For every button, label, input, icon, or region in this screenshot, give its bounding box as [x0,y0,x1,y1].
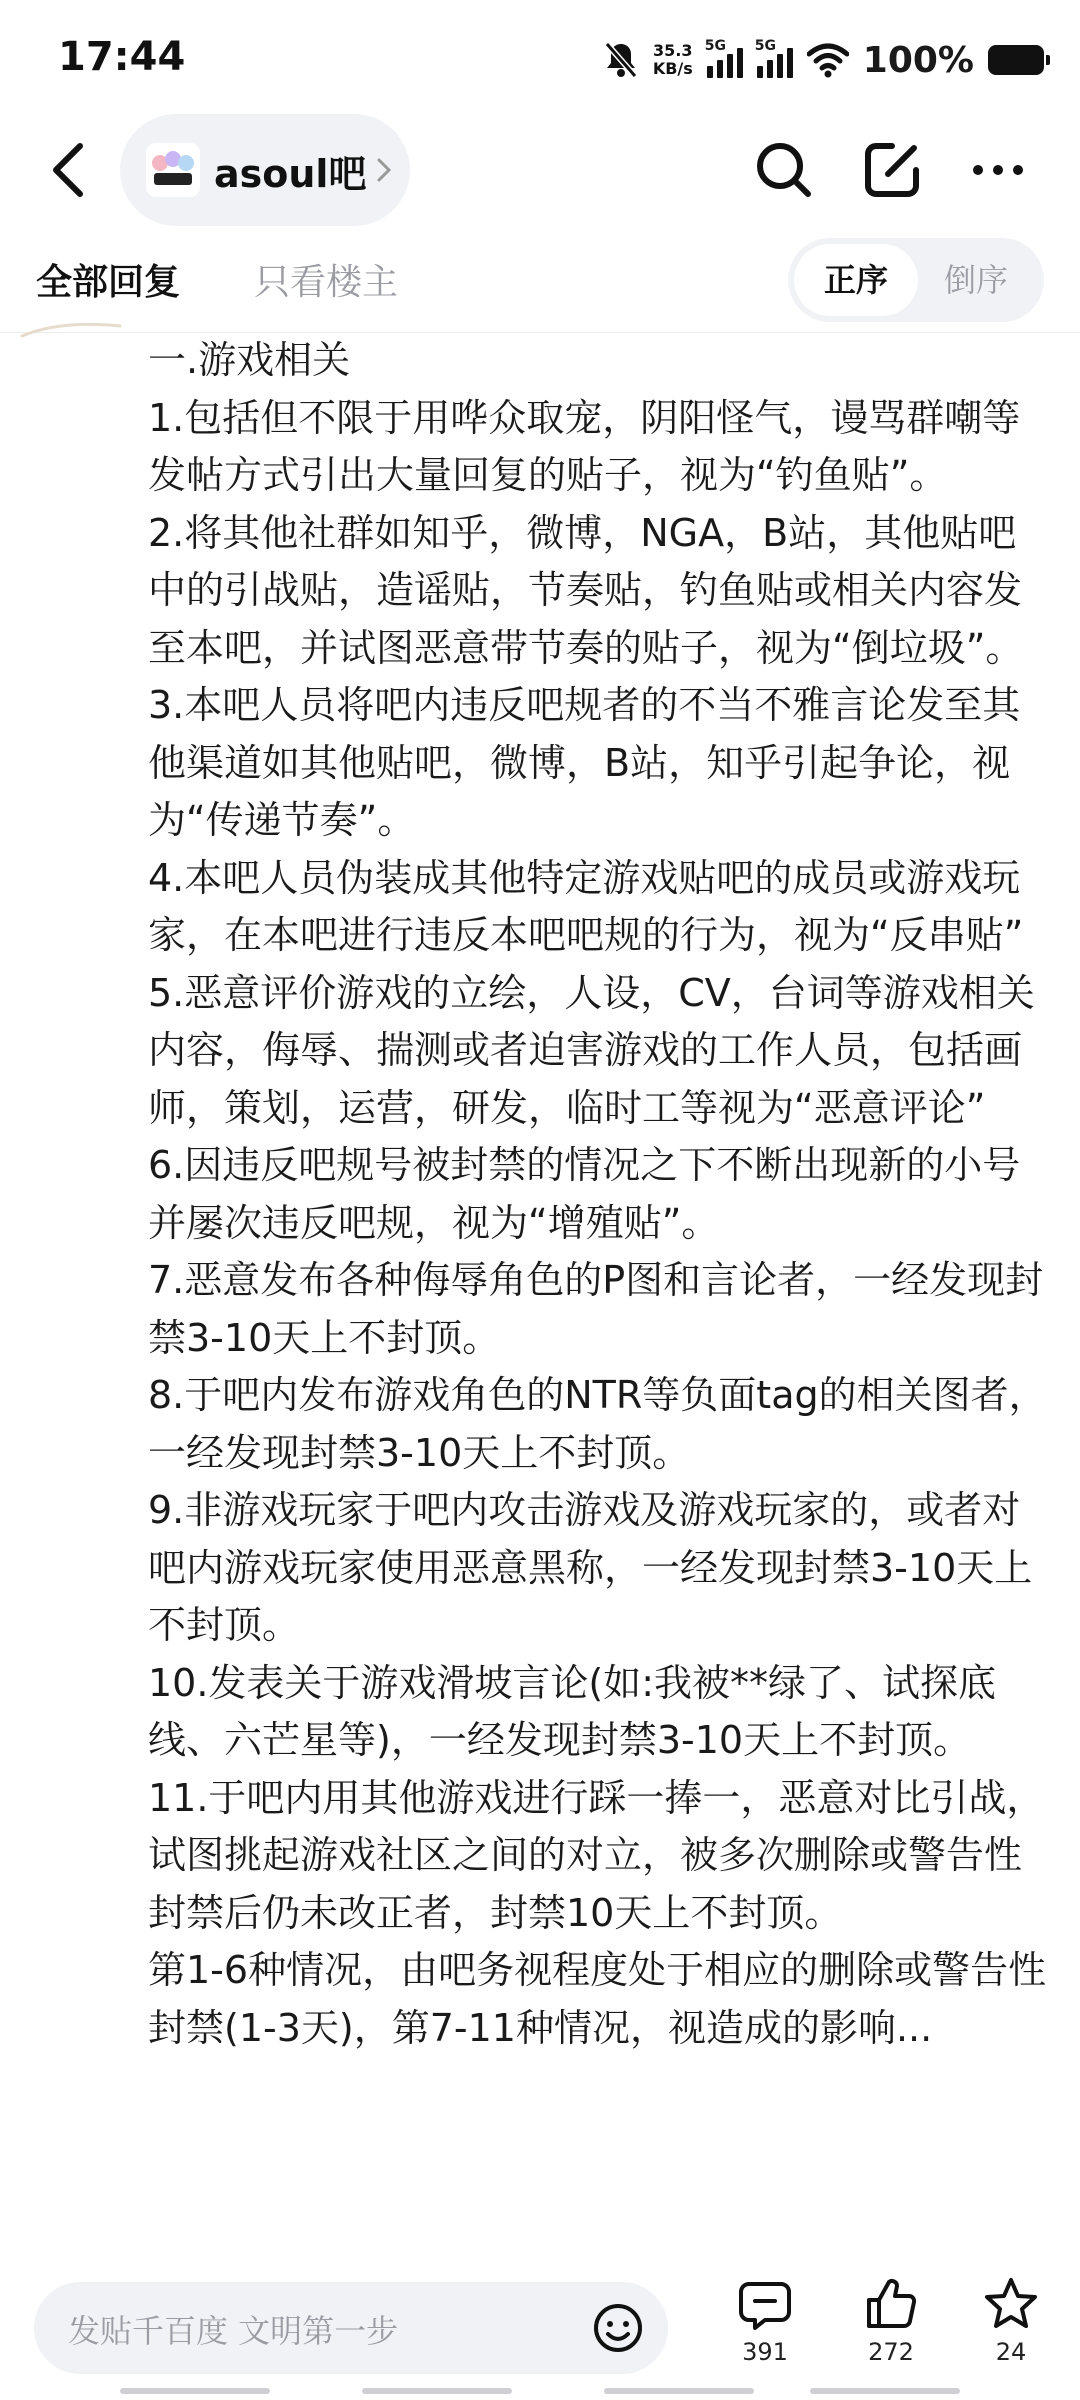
sort-ascending-button[interactable]: 正序 [794,244,918,316]
tab-only-op[interactable]: 只看楼主 [254,262,399,303]
reply-input[interactable] [34,2282,668,2374]
edit-share-icon[interactable] [852,130,932,210]
comment-icon [735,2274,795,2334]
tab-all-replies[interactable]: 全部回复 [36,262,181,303]
sort-descending-button[interactable]: 倒序 [943,261,1008,299]
mute-bell-icon [603,40,639,80]
thumbs-up-icon [861,2274,921,2334]
top-nav [0,110,1080,230]
status-bar [0,0,1080,120]
signal-icon-sim1: 5G [707,42,743,78]
emoji-icon[interactable] [590,2300,646,2356]
favorite-button[interactable] [966,2274,1056,2366]
battery-percent: 100% [862,39,974,81]
forum-name: asoul吧 [214,151,367,196]
more-icon[interactable] [958,130,1038,210]
battery-icon [988,45,1044,75]
post-body-text: 一.游戏相关 1.包括但不限于用哗众取宠，阴阳怪气，谩骂群嘲等发帖方式引出大量回复的贴子，视为“钓鱼贴”。 2.将其他社群如知乎，微博，NGA，B站，其他贴吧中的引战贴，造谣贴，节奏贴，钓鱼贴或相关内容发至本吧，并试图恶意带节奏的贴子，视为“倒垃圾”。 3.本吧人员将吧内违反吧规者的不当不雅言论发至其他渠道如其他贴吧，微博，B站，知乎引起争论，视为“传递节奏”。 4.本吧人员伪装成其他特定游戏贴吧的成员或游戏玩家，在本吧进行违反本吧吧规的行为，视为“反串贴” 5.恶意评价游戏的立绘，人设，CV，台词等游戏相关内容，侮辱、揣测或者迫害游戏的工作人员，包括画师，策划，运营，研发，临时工等视为“恶意评论” 6.因违反吧规号被封禁的情况之下不断出现新的小号并屡次违反吧规，视为“增殖贴”。 7.恶意发布各种侮辱角色的P图和言论者，一经发现封禁3-10天上不封顶。 8.于吧内发布游戏角色的NTR等负面tag的相关图者，一经发现封禁3-10天上不封顶。 9.非游戏玩家于吧内攻击游戏及游戏玩家的，或者对吧内游戏玩家使用恶意黑称，一经发现封禁3-10天上不封顶。 10.发表关于游戏滑坡言论(如:我被**绿了、试探底线、六芒星等)，一经发现封禁3-10天上不封顶。 11.于吧内用其他游戏进行踩一捧一，恶意对比引战，试图挑起游戏社区之间的对立，被多次删除或警告性封禁后仍未改正者，封禁10天上不封顶。 第1-6种情况，由吧务视程度处于相应的删除或警告性封禁(1-3天)，第7-11种情况，视造成的影响... [148,338,1047,2050]
reply-filter-bar [0,232,1080,333]
decoration-stroke [20,318,130,342]
status-icons [603,34,1044,86]
comment-count: 391 [742,2338,788,2366]
comment-button[interactable] [720,2274,810,2366]
search-icon[interactable] [744,130,824,210]
bottom-bar [0,2252,1080,2400]
clock: 17:44 [58,34,186,80]
forum-entry-button[interactable] [120,114,410,226]
forum-logo [146,143,200,197]
bottom-fade [0,2210,1080,2254]
favorite-count: 24 [995,2338,1027,2366]
star-icon [981,2274,1041,2334]
reply-placeholder: 发贴千百度 文明第一步 [68,2312,399,2350]
gesture-indicator [120,2388,960,2394]
signal-icon-sim2: 5G [757,42,793,78]
like-count: 272 [868,2338,914,2366]
back-arrow-icon[interactable] [40,130,100,210]
post-content [148,332,1048,2252]
like-button[interactable] [846,2274,936,2366]
chevron-right-icon [374,155,394,185]
network-speed: 35.3 KB/s [652,41,693,78]
sort-order-toggle [788,238,1044,322]
wifi-icon [807,42,849,78]
